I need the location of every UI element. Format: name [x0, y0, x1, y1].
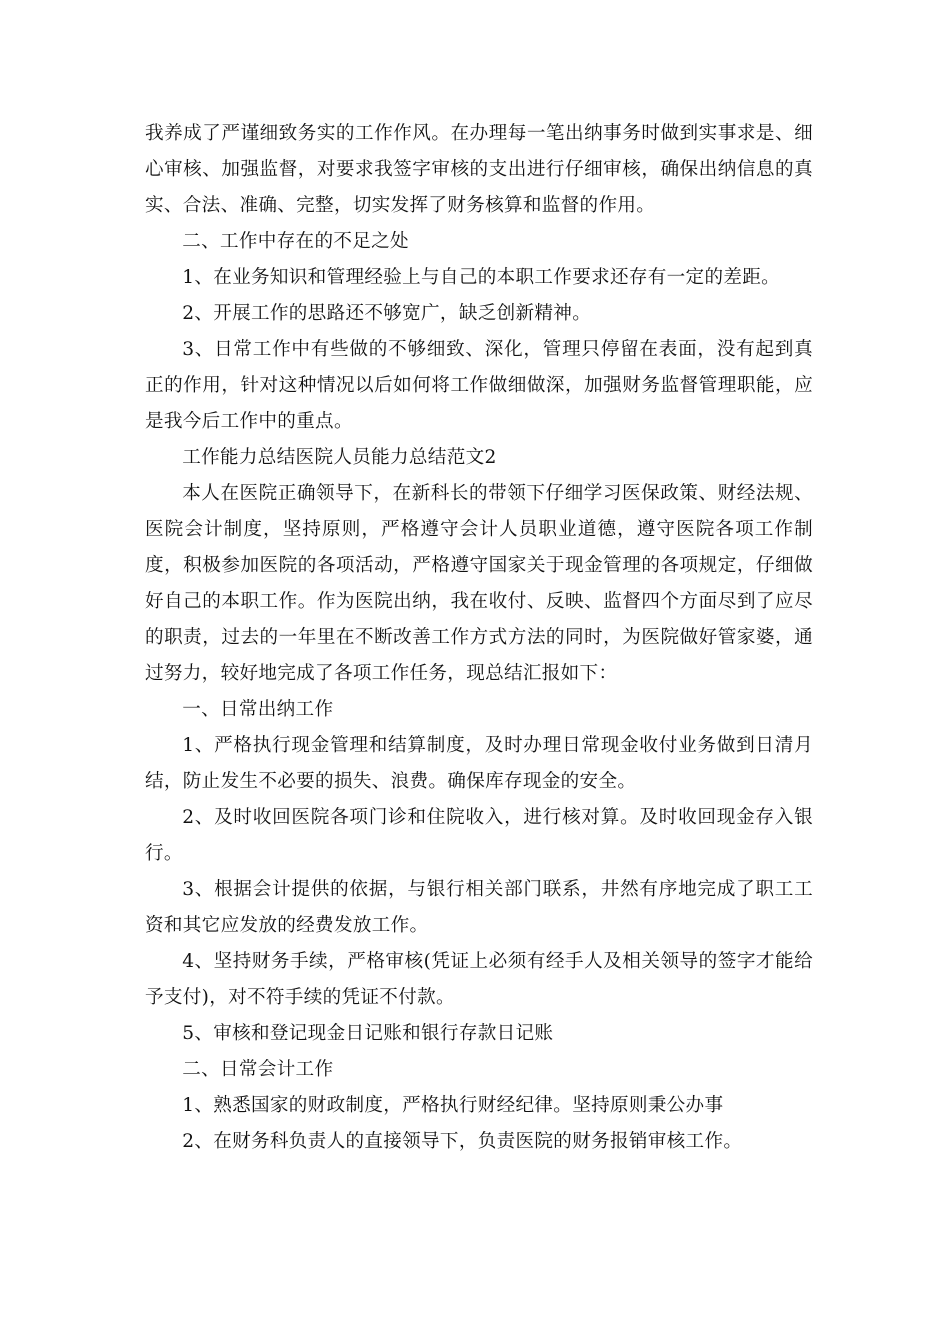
list-item-shortcoming-1: 1、在业务知识和管理经验上与自己的本职工作要求还存有一定的差距。 — [182, 267, 781, 288]
document-body — [145, 116, 813, 1160]
paragraph-introduction: 本人在医院正确领导下，在新科长的带领下仔细学习医保政策、财经法规、医院会计制度，坚持原则，严格遵守会计人员职业道德，遵守医院各项工作制度，积极参加医院的各项活动，严格遵守国家关于现金管理的各项规定，仔细做好自己的本职工作。作为医院出纳，我在收付、反映、监督四个方面尽到了应尽的职责，过去的一年里在不断改善工作方式方法的同时，为医院做好管家婆，通过努力，较好地完成了各项工作任务，现总结汇报如下： — [145, 483, 813, 684]
list-item-cashier-3: 3、根据会计提供的依据，与银行相关部门联系，井然有序地完成了职工工资和其它应发放的经费发放工作。 — [145, 879, 813, 936]
list-item-shortcoming-3: 3、日常工作中有些做的不够细致、深化，管理只停留在表面，没有起到真正的作用，针对这种情况以后如何将工作做细做深，加强财务监督管理职能，应是我今后工作中的重点。 — [145, 339, 813, 432]
section-heading-shortcomings: 二、工作中存在的不足之处 — [182, 231, 409, 252]
list-item-cashier-1: 1、严格执行现金管理和结算制度，及时办理日常现金收付业务做到日清月结，防止发生不必要的损失、浪费。确保库存现金的安全。 — [145, 735, 813, 792]
list-item-cashier-5: 5、审核和登记现金日记账和银行存款日记账 — [182, 1023, 554, 1044]
article-title-2: 工作能力总结医院人员能力总结范文2 — [182, 447, 497, 468]
section-heading-daily-cashier: 一、日常出纳工作 — [182, 699, 334, 720]
list-item-accounting-1: 1、熟悉国家的财政制度，严格执行财经纪律。坚持原则秉公办事 — [182, 1095, 724, 1116]
paragraph-intro-continuation: 我养成了严谨细致务实的工作作风。在办理每一笔出纳事务时做到实事求是、细心审核、加强监督，对要求我签字审核的支出进行仔细审核，确保出纳信息的真实、合法、准确、完整，切实发挥了财务核算和监督的作用。 — [145, 123, 813, 216]
list-item-cashier-4: 4、坚持财务手续，严格审核(凭证上必须有经手人及相关领导的签字才能给予支付)，对不符手续的凭证不付款。 — [145, 951, 813, 1008]
list-item-shortcoming-2: 2、开展工作的思路还不够宽广，缺乏创新精神。 — [182, 303, 592, 324]
list-item-cashier-2: 2、及时收回医院各项门诊和住院收入，进行核对算。及时收回现金存入银行。 — [145, 807, 813, 864]
list-item-accounting-2: 2、在财务科负责人的直接领导下，负责医院的财务报销审核工作。 — [182, 1131, 743, 1152]
section-heading-daily-accounting: 二、日常会计工作 — [182, 1059, 334, 1080]
